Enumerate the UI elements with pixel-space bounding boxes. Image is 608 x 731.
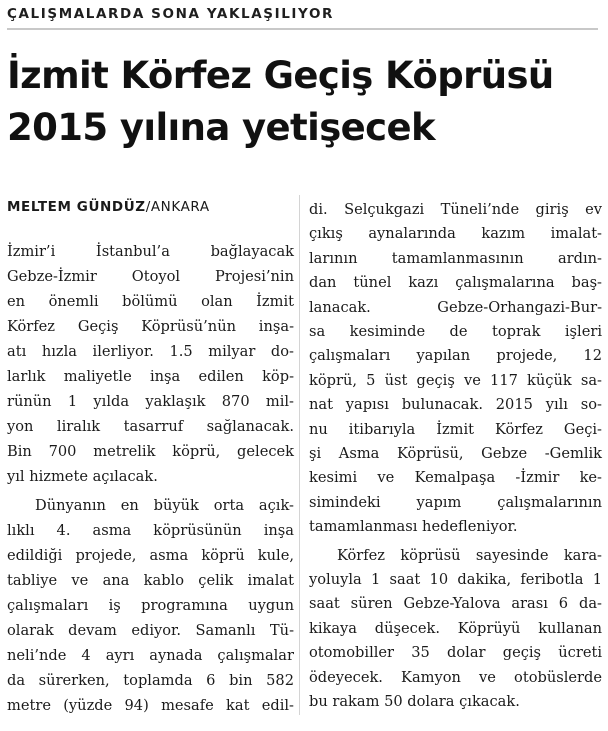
text-line: tamamlanması hedefleniyor. [309, 518, 518, 536]
text-line: edildiği projede, asma köprü kule, [7, 547, 294, 564]
text-line: nat yapısı bulunacak. 2015 yılı so- [309, 396, 602, 414]
text-line: otomobiller 35 dolar geçiş ücreti [309, 644, 602, 662]
text-line: Dünyanın en büyük orta açık- [35, 497, 294, 514]
text-line: neli’nde 4 ayrı aynada çalışmalar [7, 647, 294, 664]
text-line: simindeki yapım çalışmalarının [309, 493, 602, 511]
text-line: köprü, 5 üst geçiş ve 117 küçük sa- [309, 371, 602, 389]
text-line: çalışmaları yapılan projede, 12 [309, 347, 602, 365]
text-line: yıl hizmete açılacak. [7, 468, 158, 485]
headline-line: İzmit Körfez Geçiş Köprüsü [7, 54, 554, 97]
text-line: larının tamamlanmasının ardın- [309, 249, 602, 267]
text-line: di. Selçukgazi Tüneli’nde giriş ev [309, 201, 602, 218]
text-line: nu itibarıyla İzmit Körfez Geçi- [309, 420, 602, 438]
text-line: saat süren Gebze-Yalova arası 6 da- [309, 595, 602, 613]
text-line: olarak devam ediyor. Samanlı Tü- [7, 622, 294, 639]
text-line: da sürerken, toplamda 6 bin 582 [7, 672, 294, 689]
text-line: İzmir’i İstanbul’a bağlayacak [7, 243, 294, 260]
text-line: Gebze-İzmir Otoyol Projesi’nin [7, 268, 294, 285]
text-line: sa kesiminde de toprak işleri [309, 323, 602, 340]
headline-line: 2015 yılına yetişecek [7, 106, 435, 149]
text-line: yon liralık tasarruf sağlanacak. [7, 418, 294, 435]
byline-location: ANKARA [150, 199, 210, 215]
text-line: rünün 1 yılda yaklaşık 870 mil- [7, 393, 294, 410]
text-line: çıkış aynalarında kazım imalat- [309, 225, 602, 243]
text-line: lıklı 4. asma köprüsünün inşa [7, 522, 294, 539]
text-line: larlık maliyetle inşa edilen köp- [7, 368, 294, 385]
article-kicker: ÇALIŞMALARDA SONA YAKLAŞILIYOR [7, 6, 335, 22]
text-line: metre (yüzde 94) mesafe kat edil- [7, 697, 294, 714]
column-divider [299, 195, 300, 715]
byline-separator: / [145, 199, 151, 215]
text-line: kikaya düşecek. Köprüyü kullanan [309, 619, 602, 637]
text-line: Körfez Geçiş Köprüsü’nün inşa- [7, 318, 294, 335]
text-line: ödeyecek. Kamyon ve otobüslerde [309, 668, 602, 686]
article-headline [7, 50, 554, 154]
byline-author: MELTEM GÜNDÜZ [7, 199, 146, 215]
text-line: yoluyla 1 saat 10 dakika, feribotla 1 [309, 571, 602, 588]
text-line: dan tünel kazı çalışmalarına baş- [309, 274, 602, 292]
text-line: Bin 700 metrelik köprü, gelecek [7, 443, 294, 460]
byline [7, 199, 210, 215]
text-line: kesimi ve Kemalpaşa -İzmir ke- [309, 469, 602, 487]
text-line: şi Asma Köprüsü, Gebze -Gemlik [309, 445, 602, 462]
kicker-divider [7, 28, 598, 30]
text-line: tabliye ve ana kablo çelik imalat [7, 572, 294, 589]
text-line: lanacak. Gebze-Orhangazi-Bur- [309, 298, 602, 316]
text-line: atı hızla ilerliyor. 1.5 milyar do- [7, 343, 294, 360]
text-line: bu rakam 50 dolara çıkacak. [309, 693, 520, 710]
text-line: Körfez köprüsü sayesinde kara- [337, 546, 602, 564]
text-line: çalışmaları iş programına uygun [7, 597, 294, 614]
text-line: en önemli bölümü olan İzmit [7, 293, 294, 310]
